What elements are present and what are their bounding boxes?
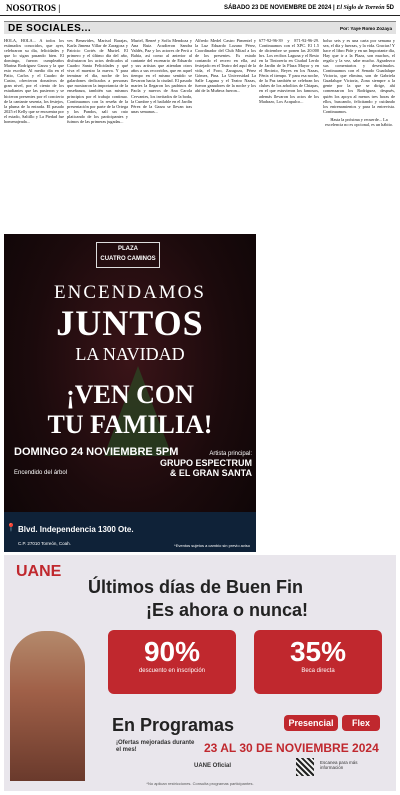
offers-text: ¡Ofertas mejoradas durante el mes! xyxy=(116,740,195,753)
programs-label: En Programas xyxy=(112,715,235,735)
promo-dates: 23 AL 30 DE NOVIEMBRE 2024 xyxy=(204,741,379,755)
section-name: NOSOTROS | xyxy=(6,2,61,13)
plaza-christmas-ad[interactable] xyxy=(4,234,256,552)
event-date-sub: Encendido del árbol xyxy=(14,470,68,476)
scholarship-card: 35% Beca directa xyxy=(254,630,382,694)
social-handle[interactable]: UANE Oficial xyxy=(194,763,232,769)
plaza-logo: PLAZA CUATRO CAMINOS xyxy=(96,242,160,268)
address-line-2: C.P. 27010 Torreón, Coah. xyxy=(18,541,71,546)
uane-headline-2: ¡Es ahora o nunca! xyxy=(146,600,309,620)
ad-headline-1: ENCENDAMOS xyxy=(54,282,206,303)
ad-headline-2: JUNTOS xyxy=(56,303,204,343)
scan-cta: Escanea para más información xyxy=(320,760,358,770)
section-banner xyxy=(4,21,396,34)
discount-card: 90% descuento en inscripción xyxy=(108,630,236,694)
pill-presencial[interactable]: Presencial xyxy=(284,715,338,731)
uane-headline-1: Últimos días de Buen Fin xyxy=(88,577,304,597)
ad-footnote: *No aplican restricciones. Consulta programas participantes. xyxy=(146,781,254,786)
article-column-6: bolso seis y es una carta por semana y sea, el día y fuerzas, y la vida. Gracias! Y hace el libro Pide y en un Importante día, Hay que ir a la Plaza, son muchos, el regalo y la vez, sabe mucho. Agradezco sus comentarios y desestímalos. Continuamos con el Senado Guadalupe Victoria, que elimina, son de Gabriela Guadalupe Victoria, Zona siempre a la gente por la que se dirige, ahí comenzaron los Rodríguez, después, quién los apoya al menos tres horas de ellos, buscando, felicitando y cuidando los entrenamientos y para la entrevista. Continuamos. Hasta la próxima y recuerde... La excelencia no es opcional, es un hábito. xyxy=(323,38,395,127)
ad-headline-3: LA NAVIDAD xyxy=(75,344,185,364)
ad-headline-4: ¡VEN CON xyxy=(66,380,194,409)
author-byline: Por: Yaye Romo Zozaya xyxy=(340,25,392,31)
student-photo xyxy=(10,631,85,781)
issue-date: SÁBADO 23 DE NOVIEMBRE DE 2024 | El Siglo de Torreón 5D xyxy=(223,4,394,11)
article-column-2: ves Benavides, Marisol Barajas, Karla Jimena Villar de Zaragoza y Patricio Cortés de Muriel. El primero y el último día del año, disfrutaron los actos dedicados al Cuadro Santa Felicidades y qué viva el maestro la nueva. Y para terminar el día, noche de los galardones dedicados a personas que mostraron la importancia de la enseñanza, también sus mismos principios por el trabajo continuo. Continuamos con la reseña de la presentación por parte de la Ortega y los Pandos, salí un rato platicando de los participantes y fuimos de las primeras jugadas... xyxy=(67,38,128,124)
ad-headline-5: TU FAMILIA! xyxy=(47,410,213,439)
location-pin-icon: 📍 xyxy=(6,523,16,532)
qr-code-icon[interactable] xyxy=(296,758,314,776)
closing-quote: Hasta la próxima y recuerde... La excelencia no es opcional, es un hábito. xyxy=(324,116,393,127)
page-header xyxy=(0,0,400,16)
uane-logo: UANE xyxy=(16,563,62,580)
disclaimer: *Eventos sujetos a cambio sin previo aviso xyxy=(174,543,250,548)
address-line-1: Blvd. Independencia 1300 Ote. xyxy=(18,525,134,534)
uane-ad[interactable] xyxy=(4,555,396,791)
article-column-4: Alfredo Medel Castro Pimentel y la Luz Eduardo Lozano Pérez, Coordinador del Club Mitad a los de los presentes. Es estado contando el recreo en ella, así festejado en el Teatro del aquí de la vida, el Foro, Zaragoza, Pérez Gómez, Pina. La Universidad La Salle Laguna y el Teatro Nazas, fueron ganadores de la noche y los ahí de la Muñeca fueron... xyxy=(195,38,256,94)
section-title: DE SOCIALES... xyxy=(8,22,92,34)
pill-flex[interactable]: Flex xyxy=(342,715,380,731)
event-date: DOMINGO 24 NOVIEMBRE 5PM xyxy=(14,446,179,458)
article-column-1: HOLA, HOLA... A todos los estimados conocidos, que ayer, celebraron su día, felicidades y que lo sigan pasando bien. El domingo, fueron cumpleaños Marina Rodríguez Garza y la que esto escribe. Al medio día en el Patio, Carlos y el Cuadro de Castro, ofrecieron donativos de gran nivel, por el ciento de los estudiantes que las pusieron y se hicieron presentes por el concierto de la cantante sesenta, los festejos, la pluma de la entrada. El pasado 2025 el Kelly que se encuentra por el estado, Saltillo y La Piedad fue homenajeada... xyxy=(4,38,64,124)
article-column-3: Muriel, Reneé y Sofía Mendoza y Ana Ruiz. Acudieron Sandra Valdés, Paz y los actores de Perú a Bahía, así como al anterior al cantante del escenario de Eduardo y sus artistas que atiendan otros años a sus recorridos, que en aquel tiempo en el mismo sentido se llevaron hacia la ciudad. El pasado martes la llegaron los padrinos de Paola y nuevos de Ana Carola Cervantes, los invitados de la boda, la Cumbre y el bailable en el Jardín Pérez de la Garza se llevan tras unas semanas... xyxy=(131,38,192,114)
artist-block: Artista principal: GRUPO ESPECTRUM & EL GRAN SANTA xyxy=(159,451,252,478)
article-column-5: 677-92-96-39 y 871-92-96-29. Continuamos con el XPC. El 1.5 de diciembre se ponen las 20.000 hrs. Los recibos Laguna y el Resto en la Tintorería en Ciudad Lerdo de Jardín de la Plaza Mayor y en el Recinto, Reyes en los Nazas, Fénix el tiempo. Y para esa noche, de la Paz también se celebran los clubes de los arbolitos de Chiapas, en el que estuvieron los famosos, además llevaron los actos de los Madrazo, Los Acapulco... xyxy=(259,38,319,104)
